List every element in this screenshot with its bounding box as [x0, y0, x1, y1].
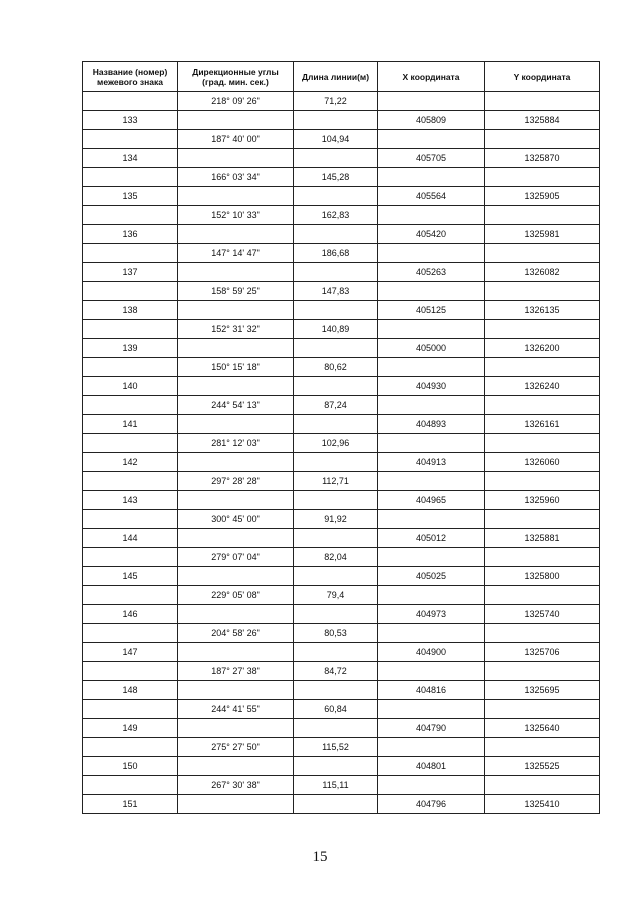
- cell-line-length: 162,83: [294, 206, 378, 225]
- cell-x-coordinate: 404973: [378, 605, 485, 624]
- cell-y-coordinate: 1325981: [485, 225, 600, 244]
- cell-directional-angle: [178, 339, 294, 358]
- table-row: [83, 605, 600, 624]
- cell-mark-name: [83, 662, 178, 681]
- cell-directional-angle: [178, 225, 294, 244]
- cell-line-length: 145,28: [294, 168, 378, 187]
- table-row: [83, 320, 600, 339]
- cell-x-coordinate: 405420: [378, 225, 485, 244]
- cell-mark-name: 139: [83, 339, 178, 358]
- cell-mark-name: 151: [83, 795, 178, 814]
- table-row: [83, 529, 600, 548]
- cell-mark-name: 149: [83, 719, 178, 738]
- header-line-length: Длина линии(м): [294, 62, 378, 92]
- cell-directional-angle: [178, 605, 294, 624]
- table-row: [83, 586, 600, 605]
- table-row: [83, 149, 600, 168]
- cell-directional-angle: [178, 377, 294, 396]
- cell-directional-angle: [178, 187, 294, 206]
- cell-y-coordinate: 1326060: [485, 453, 600, 472]
- cell-x-coordinate: [378, 434, 485, 453]
- cell-directional-angle: [178, 491, 294, 510]
- cell-y-coordinate: [485, 282, 600, 301]
- cell-y-coordinate: [485, 624, 600, 643]
- cell-y-coordinate: 1325881: [485, 529, 600, 548]
- cell-x-coordinate: 404913: [378, 453, 485, 472]
- cell-x-coordinate: 404930: [378, 377, 485, 396]
- cell-line-length: 91,92: [294, 510, 378, 529]
- cell-mark-name: [83, 510, 178, 529]
- cell-line-length: [294, 757, 378, 776]
- table-row: [83, 795, 600, 814]
- cell-line-length: 115,11: [294, 776, 378, 795]
- cell-x-coordinate: 405809: [378, 111, 485, 130]
- cell-mark-name: 147: [83, 643, 178, 662]
- cell-mark-name: [83, 396, 178, 415]
- cell-y-coordinate: [485, 92, 600, 111]
- cell-mark-name: 145: [83, 567, 178, 586]
- cell-y-coordinate: 1325884: [485, 111, 600, 130]
- cell-y-coordinate: 1325905: [485, 187, 600, 206]
- cell-line-length: 102,96: [294, 434, 378, 453]
- header-x-coordinate: X координата: [378, 62, 485, 92]
- cell-mark-name: 150: [83, 757, 178, 776]
- cell-mark-name: [83, 320, 178, 339]
- cell-x-coordinate: [378, 168, 485, 187]
- cell-line-length: 79,4: [294, 586, 378, 605]
- cell-y-coordinate: 1325640: [485, 719, 600, 738]
- table-row: [83, 168, 600, 187]
- header-y-coordinate: Y координата: [485, 62, 600, 92]
- cell-line-length: 140,89: [294, 320, 378, 339]
- table-row: [83, 244, 600, 263]
- cell-directional-angle: 152° 31' 32": [178, 320, 294, 339]
- cell-mark-name: 146: [83, 605, 178, 624]
- cell-mark-name: [83, 548, 178, 567]
- table-row: [83, 624, 600, 643]
- cell-x-coordinate: [378, 320, 485, 339]
- cell-y-coordinate: [485, 358, 600, 377]
- cell-directional-angle: [178, 453, 294, 472]
- cell-directional-angle: 150° 15' 18": [178, 358, 294, 377]
- cell-y-coordinate: [485, 548, 600, 567]
- cell-directional-angle: [178, 719, 294, 738]
- cell-line-length: [294, 681, 378, 700]
- page-number: 15: [312, 849, 328, 865]
- cell-mark-name: [83, 358, 178, 377]
- cell-x-coordinate: 405000: [378, 339, 485, 358]
- table-row: [83, 263, 600, 282]
- cell-directional-angle: [178, 567, 294, 586]
- cell-mark-name: [83, 700, 178, 719]
- cell-line-length: [294, 529, 378, 548]
- cell-x-coordinate: 404965: [378, 491, 485, 510]
- cell-y-coordinate: 1325410: [485, 795, 600, 814]
- cell-y-coordinate: [485, 586, 600, 605]
- cell-mark-name: [83, 130, 178, 149]
- cell-directional-angle: [178, 111, 294, 130]
- cell-y-coordinate: [485, 662, 600, 681]
- cell-x-coordinate: [378, 624, 485, 643]
- cell-directional-angle: 275° 27' 50": [178, 738, 294, 757]
- cell-y-coordinate: [485, 206, 600, 225]
- cell-directional-angle: 158° 59' 25": [178, 282, 294, 301]
- table-row: [83, 434, 600, 453]
- cell-x-coordinate: [378, 700, 485, 719]
- cell-y-coordinate: [485, 700, 600, 719]
- cell-mark-name: 148: [83, 681, 178, 700]
- table-row: [83, 358, 600, 377]
- cell-x-coordinate: [378, 662, 485, 681]
- cell-y-coordinate: 1326161: [485, 415, 600, 434]
- table-row: [83, 130, 600, 149]
- cell-x-coordinate: 405564: [378, 187, 485, 206]
- table-row: [83, 282, 600, 301]
- cell-x-coordinate: 404893: [378, 415, 485, 434]
- cell-directional-angle: [178, 681, 294, 700]
- cell-x-coordinate: 404790: [378, 719, 485, 738]
- table-row: [83, 757, 600, 776]
- cell-mark-name: [83, 624, 178, 643]
- cell-y-coordinate: 1325695: [485, 681, 600, 700]
- cell-line-length: [294, 149, 378, 168]
- cell-directional-angle: 187° 27' 38": [178, 662, 294, 681]
- cell-directional-angle: [178, 643, 294, 662]
- cell-mark-name: [83, 738, 178, 757]
- cell-x-coordinate: 405263: [378, 263, 485, 282]
- cell-y-coordinate: 1325960: [485, 491, 600, 510]
- cell-mark-name: 133: [83, 111, 178, 130]
- cell-y-coordinate: 1326082: [485, 263, 600, 282]
- cell-line-length: 80,53: [294, 624, 378, 643]
- cell-y-coordinate: [485, 130, 600, 149]
- cell-directional-angle: [178, 757, 294, 776]
- cell-mark-name: [83, 472, 178, 491]
- cell-line-length: [294, 491, 378, 510]
- cell-x-coordinate: 404801: [378, 757, 485, 776]
- table-row: [83, 396, 600, 415]
- cell-mark-name: 136: [83, 225, 178, 244]
- cell-x-coordinate: [378, 206, 485, 225]
- table-row: [83, 700, 600, 719]
- cell-line-length: [294, 567, 378, 586]
- cell-mark-name: 141: [83, 415, 178, 434]
- cell-mark-name: [83, 206, 178, 225]
- cell-directional-angle: [178, 301, 294, 320]
- cell-y-coordinate: 1326200: [485, 339, 600, 358]
- cell-directional-angle: 166° 03' 34": [178, 168, 294, 187]
- cell-mark-name: 142: [83, 453, 178, 472]
- cell-directional-angle: [178, 263, 294, 282]
- cell-x-coordinate: [378, 130, 485, 149]
- cell-line-length: 84,72: [294, 662, 378, 681]
- cell-directional-angle: [178, 149, 294, 168]
- cell-x-coordinate: 405705: [378, 149, 485, 168]
- cell-x-coordinate: 404796: [378, 795, 485, 814]
- cell-line-length: [294, 339, 378, 358]
- cell-line-length: [294, 605, 378, 624]
- cell-x-coordinate: 405012: [378, 529, 485, 548]
- cell-y-coordinate: [485, 738, 600, 757]
- table-row: [83, 453, 600, 472]
- cell-x-coordinate: [378, 358, 485, 377]
- table-header-row: [83, 62, 600, 92]
- cell-x-coordinate: 405125: [378, 301, 485, 320]
- cell-y-coordinate: 1326240: [485, 377, 600, 396]
- table-row: [83, 339, 600, 358]
- table-row: [83, 776, 600, 795]
- table-row: [83, 187, 600, 206]
- cell-line-length: [294, 719, 378, 738]
- table-row: [83, 719, 600, 738]
- cell-directional-angle: 244° 54' 13": [178, 396, 294, 415]
- cell-line-length: [294, 111, 378, 130]
- cell-mark-name: [83, 244, 178, 263]
- cell-y-coordinate: 1325525: [485, 757, 600, 776]
- cell-line-length: 112,71: [294, 472, 378, 491]
- cell-x-coordinate: [378, 738, 485, 757]
- cell-line-length: 115,52: [294, 738, 378, 757]
- cell-line-length: [294, 377, 378, 396]
- table-row: [83, 111, 600, 130]
- table-row: [83, 415, 600, 434]
- cell-directional-angle: 300° 45' 00": [178, 510, 294, 529]
- cell-directional-angle: 229° 05' 08": [178, 586, 294, 605]
- cell-line-length: 104,94: [294, 130, 378, 149]
- cell-line-length: 147,83: [294, 282, 378, 301]
- cell-directional-angle: 281° 12' 03": [178, 434, 294, 453]
- cell-y-coordinate: [485, 776, 600, 795]
- table-row: [83, 662, 600, 681]
- cell-directional-angle: 187° 40' 00": [178, 130, 294, 149]
- cell-y-coordinate: [485, 434, 600, 453]
- cell-y-coordinate: 1326135: [485, 301, 600, 320]
- table-row: [83, 738, 600, 757]
- cell-x-coordinate: [378, 776, 485, 795]
- cell-mark-name: 143: [83, 491, 178, 510]
- cell-line-length: 80,62: [294, 358, 378, 377]
- cell-x-coordinate: 404816: [378, 681, 485, 700]
- cell-line-length: [294, 301, 378, 320]
- cell-directional-angle: 297° 28' 28": [178, 472, 294, 491]
- cell-x-coordinate: [378, 282, 485, 301]
- cell-mark-name: [83, 776, 178, 795]
- boundary-coordinates-table: [82, 61, 600, 814]
- cell-y-coordinate: 1325706: [485, 643, 600, 662]
- cell-line-length: 60,84: [294, 700, 378, 719]
- cell-directional-angle: 152° 10' 33": [178, 206, 294, 225]
- cell-directional-angle: [178, 529, 294, 548]
- cell-directional-angle: 218° 09' 26": [178, 92, 294, 111]
- cell-directional-angle: 147° 14' 47": [178, 244, 294, 263]
- cell-line-length: 87,24: [294, 396, 378, 415]
- cell-x-coordinate: [378, 472, 485, 491]
- table-row: [83, 510, 600, 529]
- cell-line-length: 186,68: [294, 244, 378, 263]
- cell-directional-angle: 267° 30' 38": [178, 776, 294, 795]
- table-row: [83, 92, 600, 111]
- cell-x-coordinate: [378, 92, 485, 111]
- table-row: [83, 643, 600, 662]
- cell-mark-name: 144: [83, 529, 178, 548]
- table-row: [83, 472, 600, 491]
- cell-directional-angle: [178, 415, 294, 434]
- cell-mark-name: [83, 92, 178, 111]
- cell-y-coordinate: [485, 472, 600, 491]
- cell-mark-name: [83, 168, 178, 187]
- table-row: [83, 491, 600, 510]
- table-row: [83, 206, 600, 225]
- cell-y-coordinate: [485, 244, 600, 263]
- table-row: [83, 567, 600, 586]
- cell-line-length: [294, 225, 378, 244]
- cell-x-coordinate: [378, 244, 485, 263]
- cell-x-coordinate: 405025: [378, 567, 485, 586]
- cell-line-length: [294, 187, 378, 206]
- table-row: [83, 225, 600, 244]
- cell-mark-name: 138: [83, 301, 178, 320]
- cell-y-coordinate: [485, 510, 600, 529]
- cell-y-coordinate: 1325800: [485, 567, 600, 586]
- cell-line-length: [294, 795, 378, 814]
- header-mark-name: Название (номер) межевого знака: [83, 62, 178, 92]
- cell-x-coordinate: [378, 396, 485, 415]
- cell-mark-name: [83, 282, 178, 301]
- cell-y-coordinate: 1325870: [485, 149, 600, 168]
- cell-line-length: 71,22: [294, 92, 378, 111]
- header-directional-angle: Дирекционные углы (град. мин. сек.): [178, 62, 294, 92]
- cell-y-coordinate: [485, 320, 600, 339]
- cell-mark-name: 135: [83, 187, 178, 206]
- cell-directional-angle: 204° 58' 26": [178, 624, 294, 643]
- cell-x-coordinate: [378, 548, 485, 567]
- cell-mark-name: 134: [83, 149, 178, 168]
- cell-x-coordinate: [378, 586, 485, 605]
- table-row: [83, 377, 600, 396]
- table-row: [83, 301, 600, 320]
- cell-directional-angle: [178, 795, 294, 814]
- cell-y-coordinate: 1325740: [485, 605, 600, 624]
- table-row: [83, 681, 600, 700]
- cell-directional-angle: 279° 07' 04": [178, 548, 294, 567]
- cell-x-coordinate: 404900: [378, 643, 485, 662]
- cell-directional-angle: 244° 41' 55": [178, 700, 294, 719]
- cell-line-length: [294, 453, 378, 472]
- cell-line-length: [294, 643, 378, 662]
- cell-line-length: [294, 415, 378, 434]
- cell-mark-name: 140: [83, 377, 178, 396]
- cell-mark-name: 137: [83, 263, 178, 282]
- cell-line-length: [294, 263, 378, 282]
- table-body: [83, 92, 600, 814]
- cell-y-coordinate: [485, 396, 600, 415]
- cell-mark-name: [83, 434, 178, 453]
- cell-mark-name: [83, 586, 178, 605]
- table-row: [83, 548, 600, 567]
- cell-line-length: 82,04: [294, 548, 378, 567]
- cell-x-coordinate: [378, 510, 485, 529]
- cell-y-coordinate: [485, 168, 600, 187]
